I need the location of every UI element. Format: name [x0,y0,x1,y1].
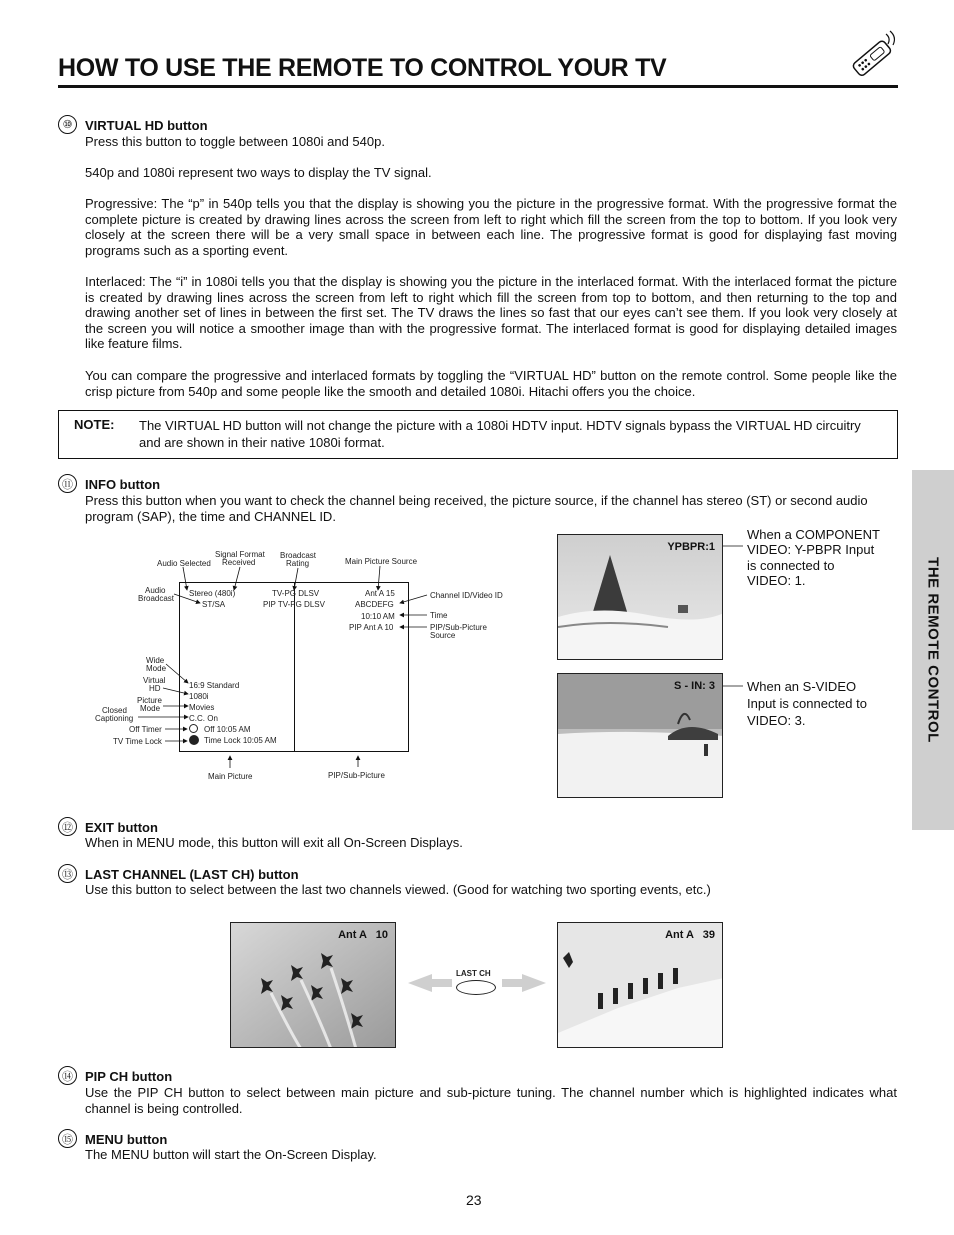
compare-paragraph: You can compare the progressive and interlaced formats by toggling the “VIRTUAL HD” button on the remote control. Some people like the crisp picture from 540p and some people like the smooth and detailed 1080i. Hitachi offers you the choice. [85,368,897,399]
component-callout-1: When a COMPONENT [747,527,880,542]
item-number-11: ⑪ [58,474,77,493]
side-tab-label: THE REMOTE CONTROL [924,557,942,743]
component-callout-4: VIDEO: 1. [747,573,806,588]
label-audio-broadcast-2: Broadcast [138,594,175,603]
component-callout-3: is connected to [747,558,835,573]
label-broadcast-rating: Broadcast [280,551,317,560]
s-video-osd-label: S - IN: 3 [674,680,715,692]
interlaced-paragraph: Interlaced: The “i” in 1080i tells you that the display is showing you the picture in the interlaced format. With the interlaced format the picture is created by drawing lines across the screen from left to right which fill the screen from top to bottom, and then returning to the top and drawing another set of lines in between the first set. The TV draws the lines so fast that our eyes can’t see them. If you look very closely at the screen you will notice a smoother image than with the progressive format. The interlaced format is good for displaying detailed images like feature films. [85,274,897,352]
info-paragraph: Press this button when you want to check the channel being received, the picture source, if the channel has stereo (ST) or second audio program (SAP), the time and CHANNEL ID. [85,493,868,524]
channel-10-photo [230,922,396,1048]
label-pip-source-2: Source [430,631,456,640]
component-osd-label: YPBPR:1 [667,541,715,553]
channel-10-label: Ant A 10 [338,929,388,941]
item-number-15: ⑮ [58,1129,77,1148]
label-channel-id: Channel ID/Video ID [430,591,503,600]
last-channel-heading: LAST CHANNEL (LAST CH) button [85,867,299,882]
last-ch-button [456,980,496,995]
info-heading: INFO button [85,477,161,492]
osd-off-time: Off 10:05 AM [204,725,251,734]
s-video-callout-2: Input is connected to [747,696,867,711]
label-closed-captioning: Closed [102,706,127,715]
label-closed-captioning-2: Captioning [95,714,134,723]
osd-st-sa: ST/SA [202,600,226,609]
label-main-picture-source: Main Picture Source [345,557,418,566]
menu-heading: MENU button [85,1132,168,1147]
component-video-photo [557,534,723,660]
pip-ch-heading: PIP CH button [85,1069,173,1084]
label-wide-mode: Wide [146,656,165,665]
note-label: NOTE: [74,417,115,432]
osd-ant-a-15: Ant A 15 [365,589,395,598]
item-number-10: ⑩ [58,115,77,134]
exit-paragraph: When in MENU mode, this button will exit all On-Screen Displays. [85,835,463,850]
label-audio-selected: Audio Selected [157,559,211,568]
progressive-paragraph: Progressive: The “p” in 540p tells you that the display is showing you the picture in the progressive format. With the progressive format the complete picture is created by drawing lines across the screen from left to right which fill the screen from the top to bottom. If you look very closely at the screen there will be a very small space in between each line. The progressive format is good for displaying fast moving programs such as a sporting event. [85,196,897,258]
label-picture-mode-2: Mode [140,704,161,713]
virtual-hd-p1: Press this button to toggle between 1080i and 540p. [85,134,385,149]
label-picture-mode: Picture [137,696,162,705]
osd-pip-tv-pg: PIP TV-PG DLSV [263,600,325,609]
label-virtual-hd-2: HD [149,684,161,693]
last-channel-paragraph: Use this button to select between the last two channels viewed. (Good for watching two sporting events, etc.) [85,882,711,897]
label-time: Time [430,611,448,620]
s-video-callout-1: When an S-VIDEO [747,679,857,694]
label-tv-time-lock: TV Time Lock [113,737,162,746]
virtual-hd-p2: 540p and 1080i represent two ways to display the TV signal. [85,165,432,180]
osd-time: 10:10 AM [361,612,395,621]
osd-pip-ant: PIP Ant A 10 [349,623,394,632]
virtual-hd-heading: VIRTUAL HD button [85,118,208,133]
exit-heading: EXIT button [85,820,158,835]
label-main-picture: Main Picture [208,772,253,781]
last-ch-label: LAST CH [456,969,491,978]
component-callout-2: VIDEO: Y-PBPR Input [747,542,875,557]
osd-1080i: 1080i [189,692,209,701]
osd-channel-id: ABCDEFG [355,600,394,609]
menu-paragraph: The MENU button will start the On-Screen Display. [85,1147,377,1162]
osd-tv-pg: TV-PG DLSV [272,589,320,598]
label-virtual-hd: Virtual [143,676,166,685]
s-video-callout-3: VIDEO: 3. [747,713,806,728]
note-text: The VIRTUAL HD button will not change the picture with a 1080i HDTV input. HDTV signals bypass the VIRTUAL HD circuitry and are shown in their native 1080i format. [139,418,861,450]
item-number-12: ⑫ [58,817,77,836]
osd-time-lock: Time Lock 10:05 AM [204,736,277,745]
label-broadcast-rating-2: Rating [286,559,310,568]
label-pip-sub-picture: PIP/Sub-Picture [328,771,385,780]
label-signal-format-2: Received [222,558,256,567]
label-signal-format: Signal Format [215,550,265,559]
item-number-14: ⑭ [58,1066,77,1085]
osd-cc-on: C.C. On [189,714,218,723]
label-pip-source: PIP/Sub-Picture [430,623,487,632]
osd-movies: Movies [189,703,215,712]
label-off-timer: Off Timer [129,725,162,734]
channel-39-label: Ant A 39 [665,929,715,941]
item-number-13: ⑬ [58,864,77,883]
s-video-photo [557,673,723,798]
label-wide-mode-2: Mode [146,664,167,673]
pip-ch-paragraph: Use the PIP CH button to select between main picture and sub-picture tuning. The channel number which is highlighted indicates what channel is being controlled. [85,1085,897,1116]
channel-39-photo [557,922,723,1048]
osd-stereo: Stereo (480i) [189,589,236,598]
page-title: HOW TO USE THE REMOTE TO CONTROL YOUR TV [58,54,667,82]
page-number: 23 [466,1192,482,1208]
label-audio-broadcast: Audio [145,586,166,595]
osd-standard: 16:9 Standard [189,681,240,690]
